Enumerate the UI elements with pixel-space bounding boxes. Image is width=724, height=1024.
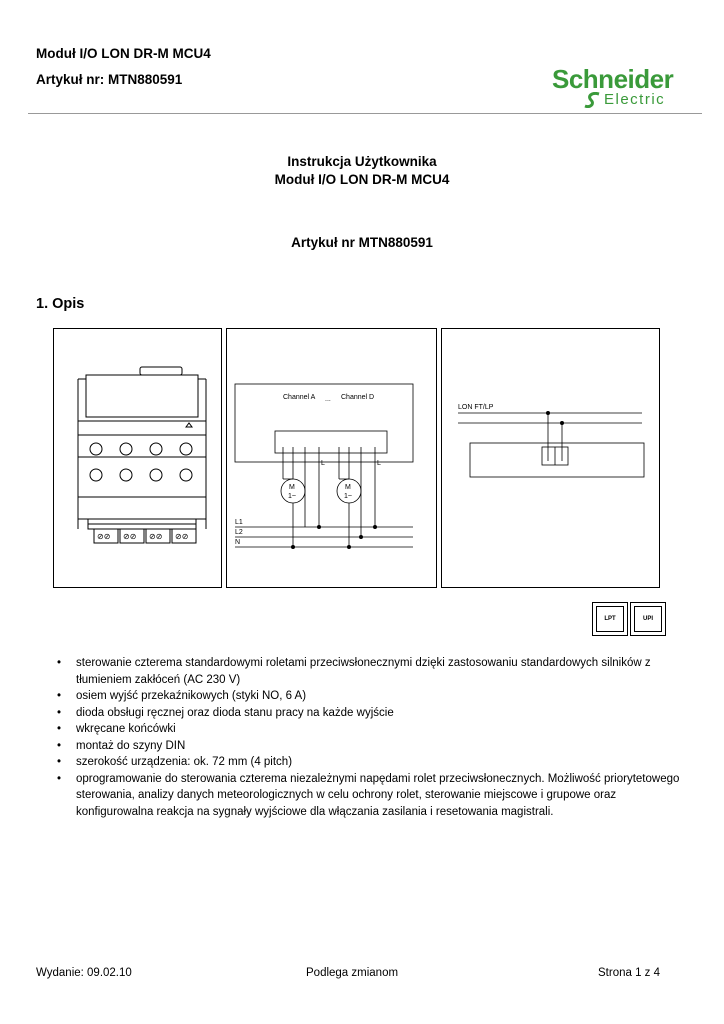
l-label-d: L: [377, 460, 381, 467]
upi-label: UPI: [642, 616, 653, 622]
svg-text:⊘⊘: ⊘⊘: [175, 532, 189, 541]
figure-device: [53, 328, 222, 588]
section-heading: 1. Opis: [36, 296, 85, 312]
motor-a-m: M: [289, 484, 295, 491]
svg-text:⊘⊘: ⊘⊘: [149, 532, 163, 541]
list-item: • wkręcane końcówki: [36, 721, 686, 738]
l1-label: L1: [235, 519, 243, 526]
doc-title-line2: Moduł I/O LON DR-M MCU4: [274, 172, 450, 187]
header-divider: [28, 113, 702, 114]
motor-a-sub: 1~: [288, 493, 296, 500]
list-item: • sterowanie czterema standardowymi roletami przeciwsłonecznymi dzięki zastosowaniu standardowych silników z tłumieniem zakłóceń (AC 230 V): [36, 655, 686, 688]
l-label-a: L: [321, 460, 325, 467]
lpt-icon: [592, 602, 628, 636]
l2-label: L2: [235, 529, 243, 536]
channel-dots: ...: [325, 396, 331, 403]
feature-list: [36, 655, 686, 820]
motor-d-sub: 1~: [344, 493, 352, 500]
list-item: • montaż do szyny DIN: [36, 738, 686, 755]
bus-diagram: [442, 329, 659, 587]
logo-swirl-icon: [584, 92, 602, 108]
list-item: • szerokość urządzenia: ok. 72 mm (4 pitch): [36, 754, 686, 771]
n-label: N: [235, 539, 241, 546]
svg-text:⊘⊘: ⊘⊘: [123, 532, 137, 541]
lpt-label: LPT: [604, 616, 616, 622]
schneider-electric-logo: [548, 64, 688, 112]
doc-title-line1: Instrukcja Użytkownika: [287, 154, 437, 169]
upi-icon: [630, 602, 666, 636]
device-drawing: [54, 329, 221, 587]
channel-a-label: Channel A: [283, 394, 316, 401]
list-item: • dioda obsługi ręcznej oraz dioda stanu pracy na każde wyjście: [36, 705, 686, 722]
doc-article-line: Artykuł nr MTN880591: [291, 235, 433, 250]
list-item: • osiem wyjść przekaźnikowych (styki NO, 6 A): [36, 688, 686, 705]
header-title: Moduł I/O LON DR-M MCU4: [36, 46, 211, 61]
wiring-diagram: [227, 329, 436, 587]
logo-brand-top: Schneider: [552, 64, 674, 94]
bus-label: LON FT/LP: [458, 404, 494, 411]
footer-notice: Podlega zmianom: [306, 967, 399, 979]
channel-d-label: Channel D: [341, 394, 375, 401]
motor-d-m: M: [345, 484, 351, 491]
list-item: • oprogramowanie do sterowania czterema niezależnymi napędami rolet przeciwsłonecznych. Możliwość priorytetowego sterowania, analizy danych meteorologicznych w celu ochrony rolet, sterowanie miejscowe i grupowe oraz konfigurowalna reakcja na sygnały wyjściowe dla włączania zasilania i resetowania magistrali.: [36, 771, 686, 821]
header-article-number: Artykuł nr: MTN880591: [36, 72, 183, 87]
figure-bus: [441, 328, 660, 588]
footer-page-number: Strona 1 z 4: [598, 967, 661, 979]
logo-brand-bottom: Electric: [604, 91, 666, 108]
svg-text:⊘⊘: ⊘⊘: [97, 532, 111, 541]
figure-wiring: [226, 328, 437, 588]
footer-edition: Wydanie: 09.02.10: [36, 967, 132, 979]
